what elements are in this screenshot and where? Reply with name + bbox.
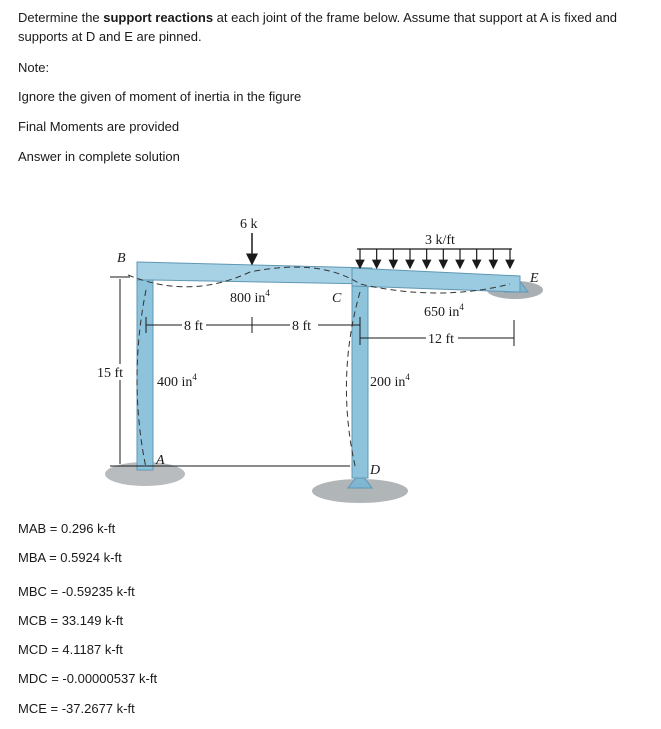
note-3: Answer in complete solution [18, 149, 180, 164]
member-ab [137, 272, 153, 470]
problem-text-1: Determine the [18, 10, 104, 25]
joint-b-label: B [117, 251, 126, 266]
point-load-label: 6 k [240, 217, 258, 232]
problem-text-2: at each joint of the frame below. Assume that support at A is fixed and supports at D and E are pinned. [18, 10, 618, 44]
moment-mab: MAB = 0.296 k-ft [18, 521, 116, 536]
note-2: Final Moments are provided [18, 119, 180, 134]
note-label: Note: [18, 60, 50, 75]
problem-statement [18, 8, 648, 46]
dim-ab-label: 8 ft [184, 319, 204, 334]
inertia-bc-label: 800 $in^4$ [230, 288, 270, 306]
moment-mce: MCE = -37.2677 k-ft [18, 701, 135, 716]
dim-height-label: 15 ft [97, 366, 124, 381]
joint-a-label: A [156, 453, 165, 468]
note-1: Ignore the given of moment of inertia in the figure [18, 89, 302, 104]
joint-d-label: D [370, 463, 381, 478]
moment-mba: MBA = 0.5924 k-ft [18, 550, 122, 565]
inertia-ab-label: 400 $in^4$ [157, 372, 197, 390]
inertia-ce-label: 650 $in^4$ [424, 302, 464, 320]
moment-mcd: MCD = 4.1187 k-ft [18, 642, 123, 657]
member-ce [352, 268, 520, 292]
joint-e-label: E [530, 271, 539, 286]
frame-diagram [0, 200, 661, 510]
problem-bold: support reactions [103, 10, 214, 25]
joint-c-label: C [332, 291, 342, 306]
dist-load-label: 3 k/ft [425, 233, 455, 248]
deflected-shape [128, 267, 510, 470]
dim-ce-label: 12 ft [428, 332, 455, 347]
dist-load-arrows [360, 249, 510, 268]
moment-mbc: MBC = -0.59235 k-ft [18, 584, 135, 599]
moment-mdc: MDC = -0.00000537 k-ft [18, 671, 158, 686]
dim-bc-label: 8 ft [292, 319, 312, 334]
member-cd [352, 282, 368, 478]
inertia-cd-label: 200 $in^4$ [370, 372, 410, 390]
moment-mcb: MCB = 33.149 k-ft [18, 613, 124, 628]
